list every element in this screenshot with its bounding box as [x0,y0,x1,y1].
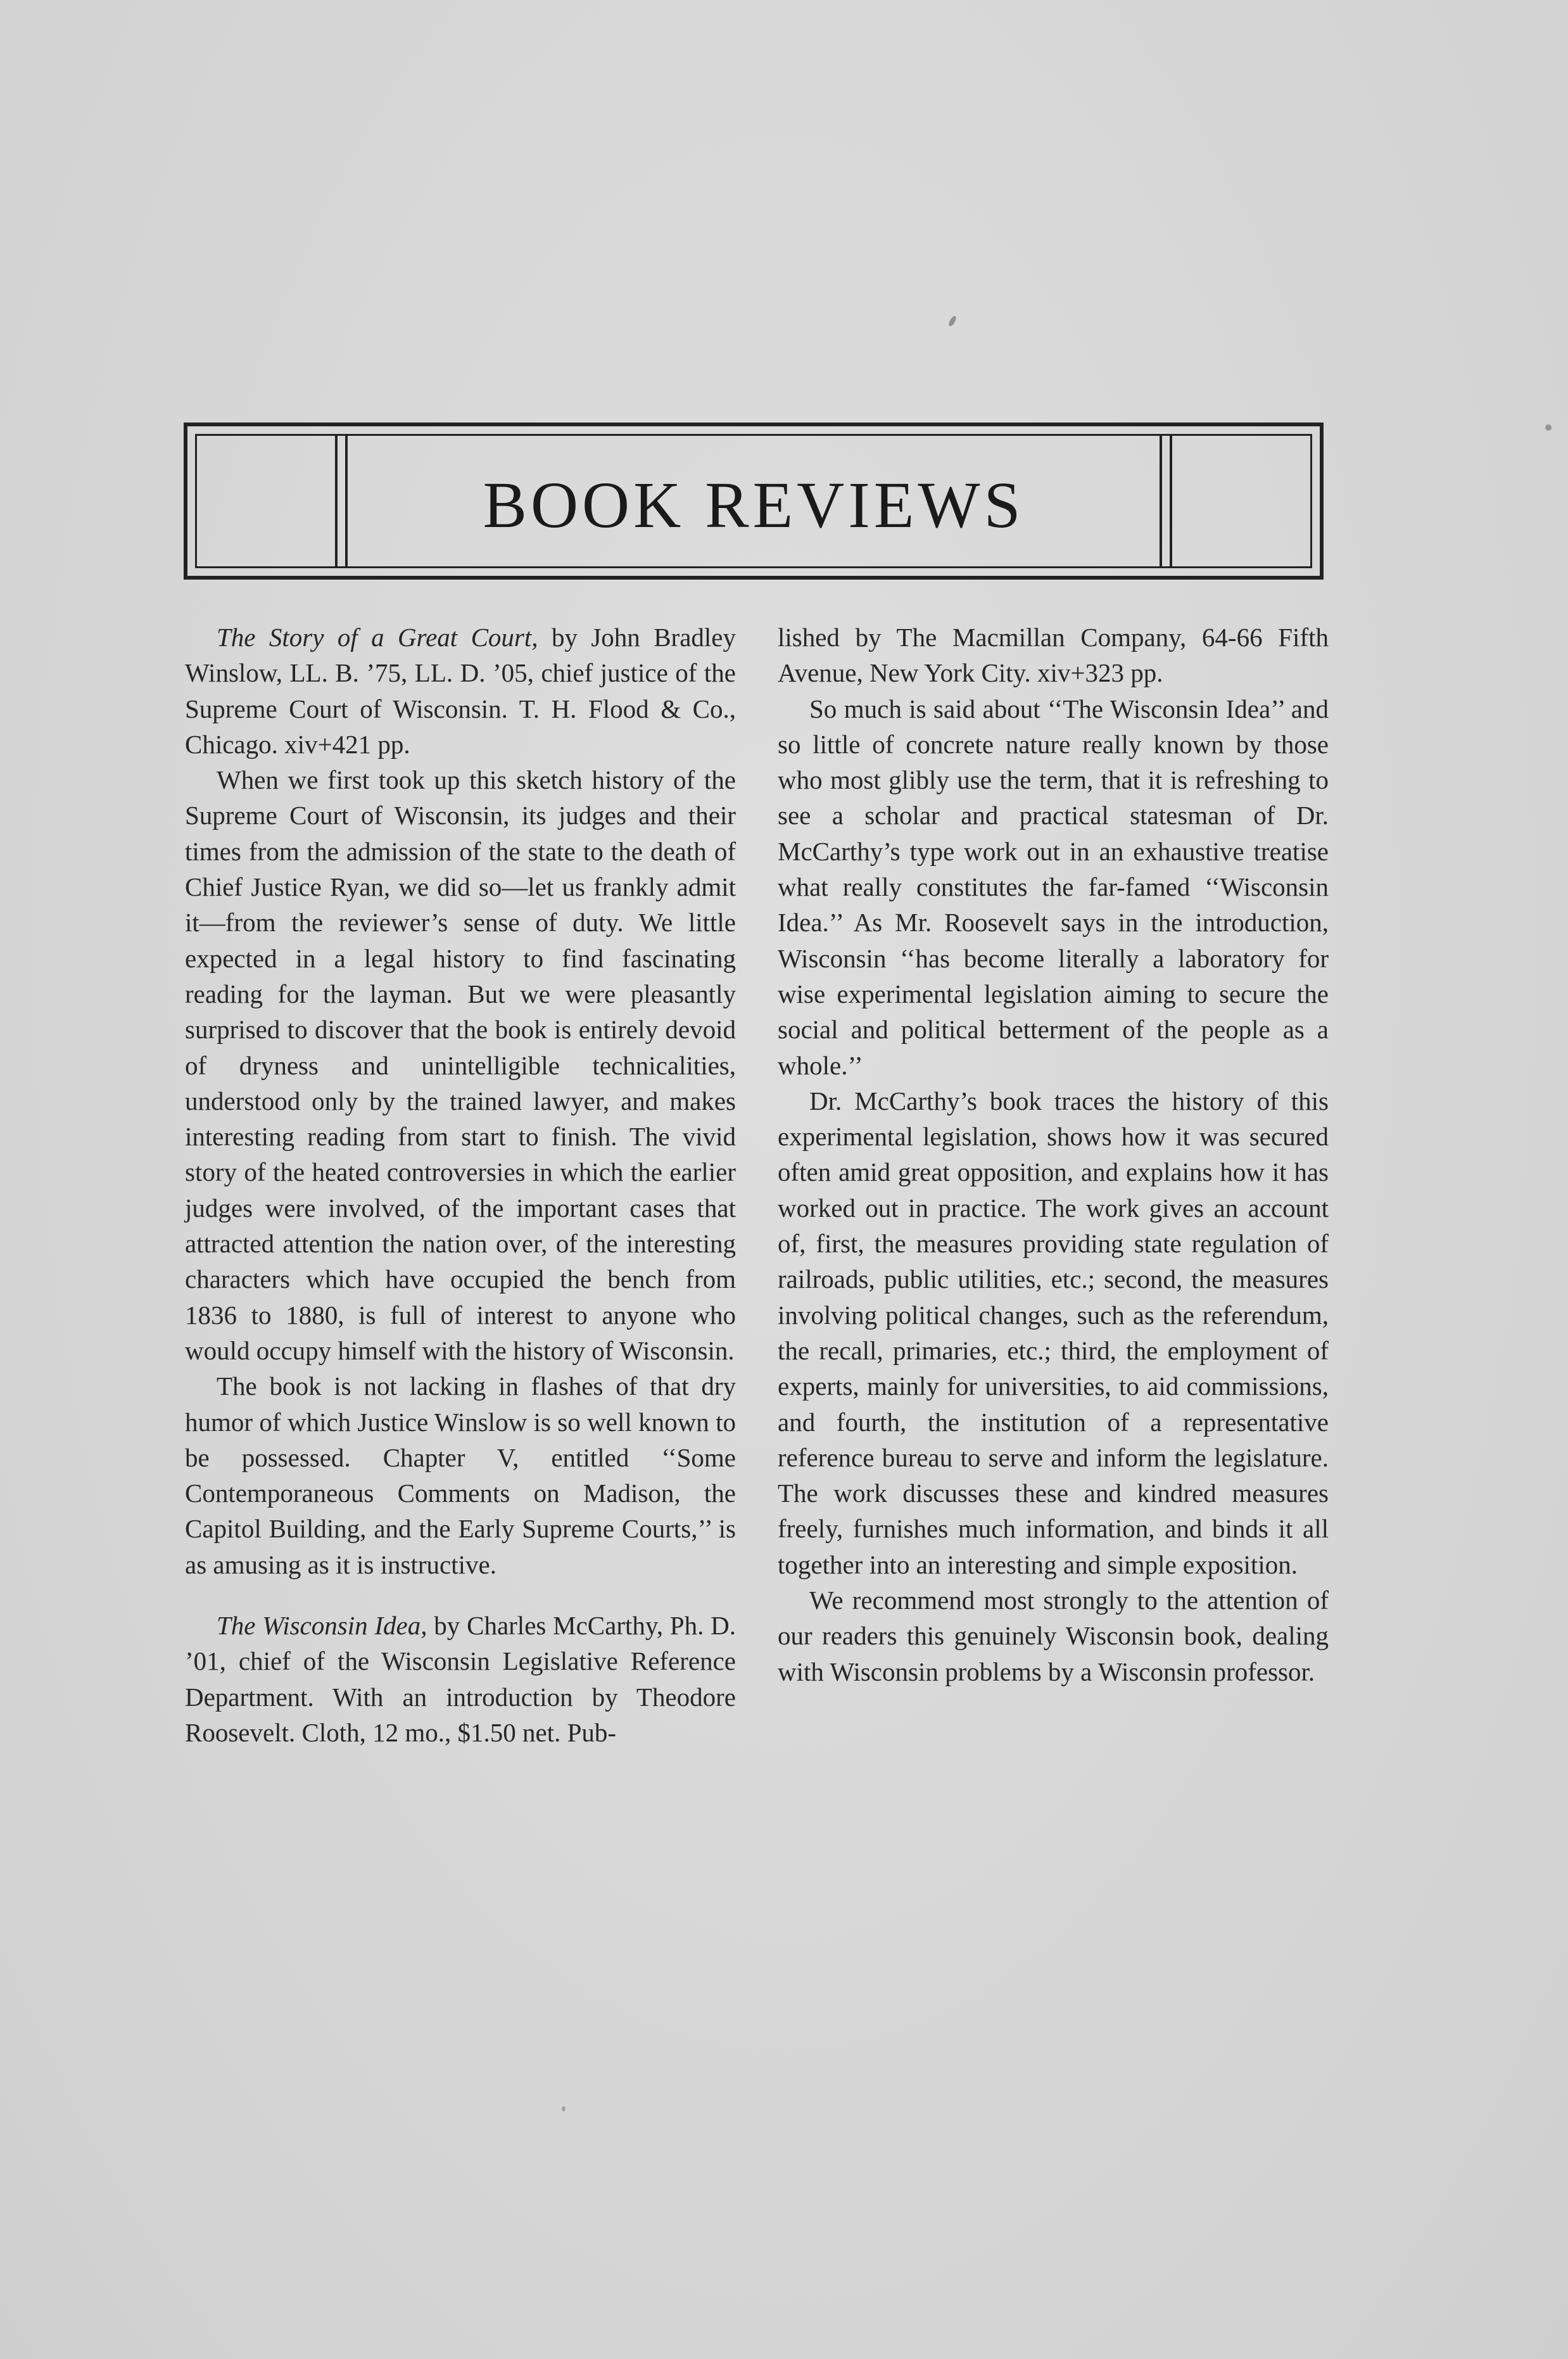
page-title: BOOK REVIEWS [483,469,1025,542]
review2-citation [185,1608,736,1750]
section-header-frame [184,423,1324,580]
review2-paragraph: Dr. McCarthy’s book traces the history of this experimental legislation, shows how it was secured often amid great opposition, and explains how it has worked out in practice. The work gives an account of, first, the measures providing state regulation of railroads, public utilities, etc.; second, the measures involving political changes, such as the referendum, the recall, primaries, etc.; third, the employment of experts, mainly for universities, to aid commissions, and fourth, the institution of a representative reference bureau to serve and inform the legislature. The work discusses these and kindred measures freely, furnishes much information, and binds it all together into an interesting and simple exposition. [778,1086,1329,1579]
review1-citation [185,620,736,762]
right-column [778,620,1329,1689]
review1-paragraph: When we first took up this sketch history of the Supreme Court of Wisconsin, its judges and their times from the admission of the state to the death of Chief Justice Ryan, we did so—let us frankly admit it—from the reviewer’s sense of duty. We little expected in a legal history to find fascinating reading for the layman. But we were pleasantly surprised to discover that the book is entirely devoid of dryness and unintelligible technicalities, understood only by the trained lawyer, and makes interesting reading from start to finish. The vivid story of the heated controversies in which the earlier judges were involved, of the important cases that attracted attention the nation over, of the interesting characters which have occupied the bench from 1836 to 1880, is full of interest to anyone who would occupy himself with the history of Wisconsin. [185,765,736,1365]
review2-paragraph: So much is said about ‘‘The Wisconsin Idea’’ and so little of concrete nature really known by those who most glibly use the term, that it is refreshing to see a scholar and practical statesman of Dr. McCarthy’s type work out in an exhaustive treatise what really constitutes the far-famed ‘‘Wisconsin Idea.’’ As Mr. Roosevelt says in the introduction, Wisconsin ‘‘has become literally a laboratory for wise experimental legislation aiming to secure the social and political betterment of the people as a whole.’’ [778,694,1329,1080]
review2-citation-continued: lished by The Macmillan Company, 64-66 Fifth Avenue, New York City. xiv+323 pp. [778,623,1329,688]
review1-paragraph: The book is not lacking in flashes of that dry humor of which Justice Winslow is so well known to be possessed. Chapter V, entitled ‘‘Some Contemporaneous Comments on Madison, the Capitol Building, and the Early Supreme Courts,’’ is as amusing as it is instructive. [185,1371,736,1579]
paper-speck [562,2106,566,2111]
review2-citation-text: by Charles McCarthy, Ph. D. ’01, chief of the Wisconsin Legislative Reference Department. With an introduction by Theodore Roosevelt. Cloth, 12 mo., $1.50 net. Pub- [185,1611,737,1747]
paper-speck [1545,424,1552,431]
review1-citation-text: by John Bradley Winslow, LL. B. ’75, LL. D. ’05, chief justice of the Supreme Court of Wisconsin. T. H. Flood & Co., Chicago. xiv+421 pp. [185,623,737,759]
review2-paragraph: We recommend most strongly to the attention of our readers this genuinely Wisconsin book, dealing with Wisconsin problems by a Wisconsin professor. [778,1586,1329,1686]
paper-speck [947,315,958,327]
review2-book-title: The Wisconsin Idea, [217,1611,427,1641]
left-column [185,620,736,1750]
review1-book-title: The Story of a Great Court, [217,623,538,652]
header-inner-border [195,434,1312,568]
